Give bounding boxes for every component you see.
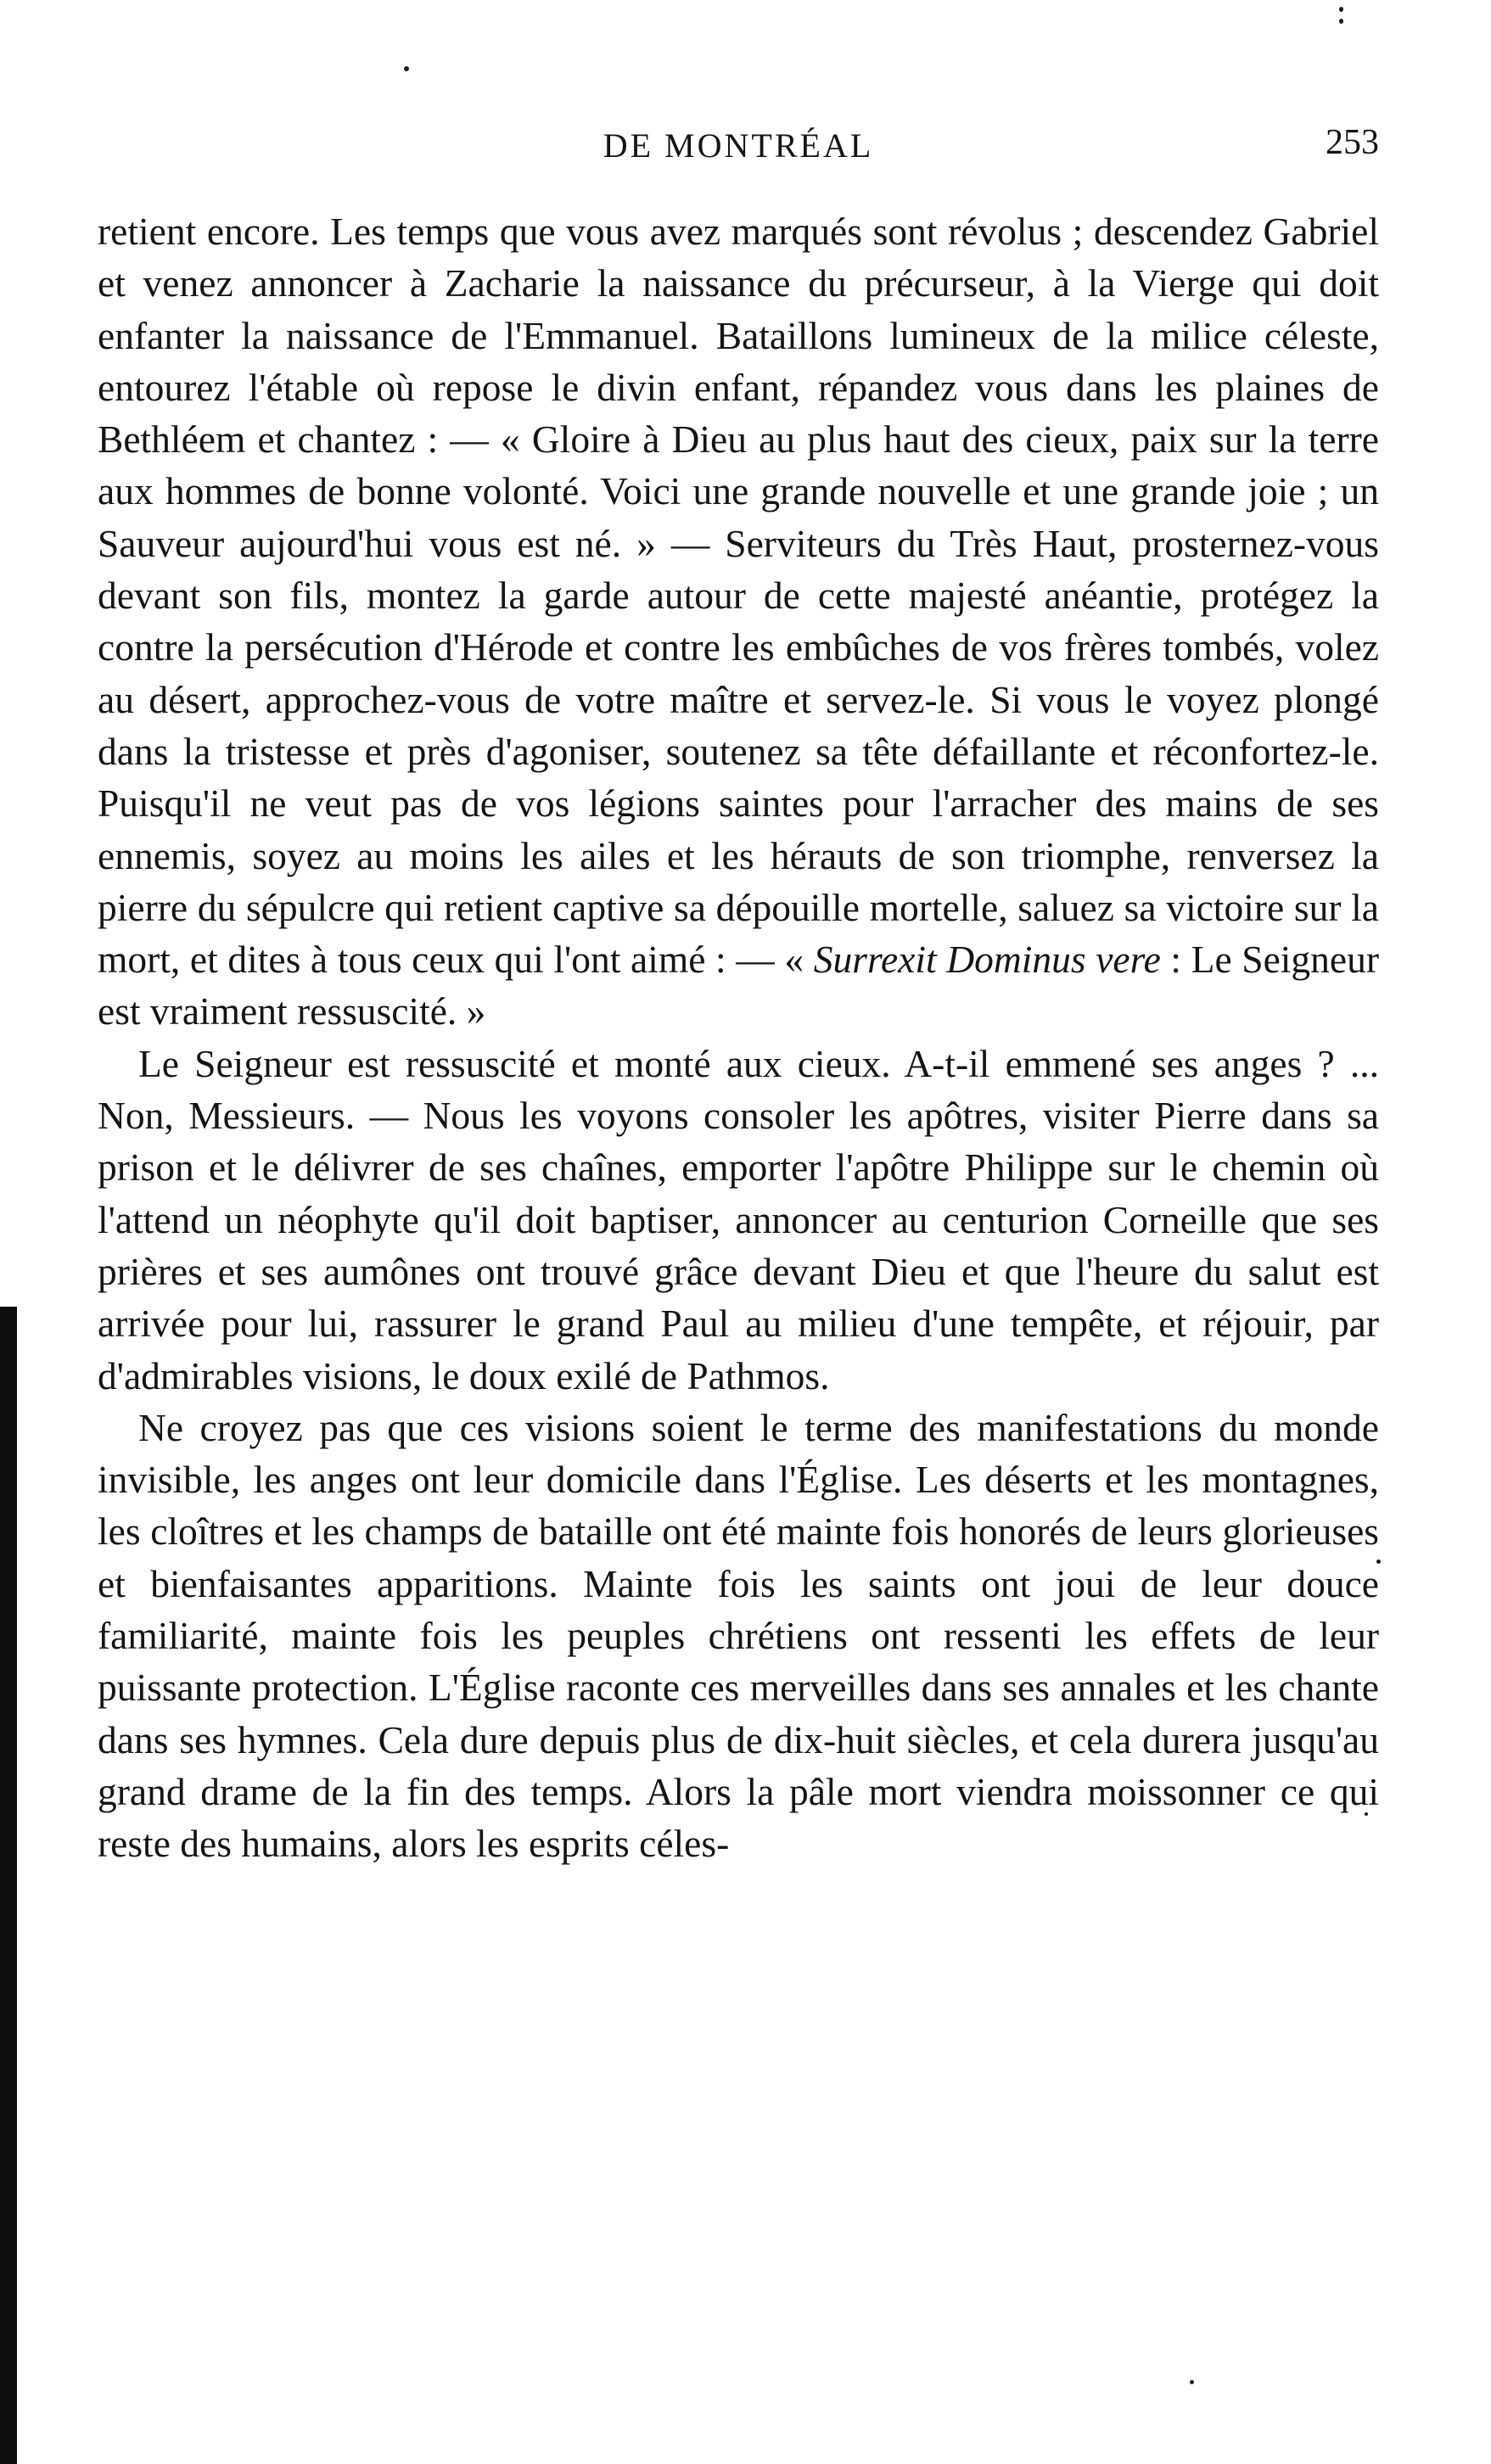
ink-speck <box>1339 19 1343 24</box>
page-edge-shadow <box>0 1307 17 2464</box>
paragraph-text: retient encore. Les temps que vous avez marqués sont révolus ; descendez Gabriel et venez annoncer à Zacharie la naissance du précurseur, à la Vierge qui doit enfanter la naissance de l'Emmanuel. Bataillons lumineux de la milice céleste, entourez l'étable où repose le divin enfant, répandez vous dans les plaines de Bethléem et chantez : — « Gloire à Dieu au plus haut des cieux, paix sur la terre aux hommes de bonne volonté. Voici une grande nouvelle et une grande joie ; un Sauveur aujourd'hui vous est né. » — Serviteurs du Très Haut, prosternez-vous devant son fils, montez la garde autour de cette majesté anéantie, protégez la contre la persécution d'Hérode et contre les embûches de vos frères tombés, volez au désert, approchez-vous de votre maître et servez-le. Si vous le voyez plongé dans la tristesse et près d'agoniser, soutenez sa tête défaillante et réconfortez-le. Puisqu'il ne veut pas de vos légions saintes pour l'arracher des mains de ses ennemis, soyez au moins les ailes et les hérauts de son triomphe, renversez la pierre du sépulcre qui retient captive sa dépouille mortelle, saluez sa victoire sur la mort, et dites à tous ceux qui l'ont aimé : — « <box>98 210 1379 982</box>
ink-speck <box>1190 2380 1194 2384</box>
running-title: DE MONTRÉAL <box>603 126 874 165</box>
page-header <box>98 123 1379 168</box>
paragraph-text: : Le Seigneur est vraiment ressuscité. » <box>98 938 1380 1033</box>
paragraph: Le Seigneur est ressuscité et monté aux cieux. A-t-il emmené ses anges ? ... Non, Messieurs. — Nous les voyons consoler les apôtres, visiter Pierre dans sa prison et le délivrer de ses chaînes, emporter l'apôtre Philippe sur le chemin où l'attend un néophyte qu'il doit baptiser, annoncer au centurion Corneille que ses prières et ses aumônes ont trouvé grâce devant Dieu et que l'heure du salut est arrivée pour lui, rassurer le grand Paul au milieu d'une tempête, et réjouir, par d'admirables visions, le doux exilé de Pathmos. <box>98 1041 1379 1397</box>
paragraph <box>98 205 1379 1038</box>
ink-speck <box>404 66 409 71</box>
paragraph: Ne croyez pas que ces visions soient le terme des manifestations du monde invisible, les anges ont leur domicile dans l'Église. Les déserts et les montagnes, les cloîtres et les champs de bataille ont été mainte fois honorés de leurs glorieuses et bienfaisantes apparitions. Mainte fois les saints ont joui de leur douce familiarité, mainte fois les peuples chrétiens ont ressenti les effets de leur puissante protection. L'Église raconte ces merveilles dans ses annales et les chante dans ses hymnes. Cela dure depuis plus de dix-huit siècles, et cela durera jusqu'au grand drame de la fin des temps. Alors la pâle mort viendra moissonner ce qui reste des humains, alors les esprits céles- <box>98 1405 1379 1866</box>
ink-speck <box>1339 7 1343 12</box>
body-text <box>98 205 1379 1870</box>
page-number: 253 <box>1326 123 1379 162</box>
latin-quote: Surrexit Dominus vere <box>813 938 1161 982</box>
